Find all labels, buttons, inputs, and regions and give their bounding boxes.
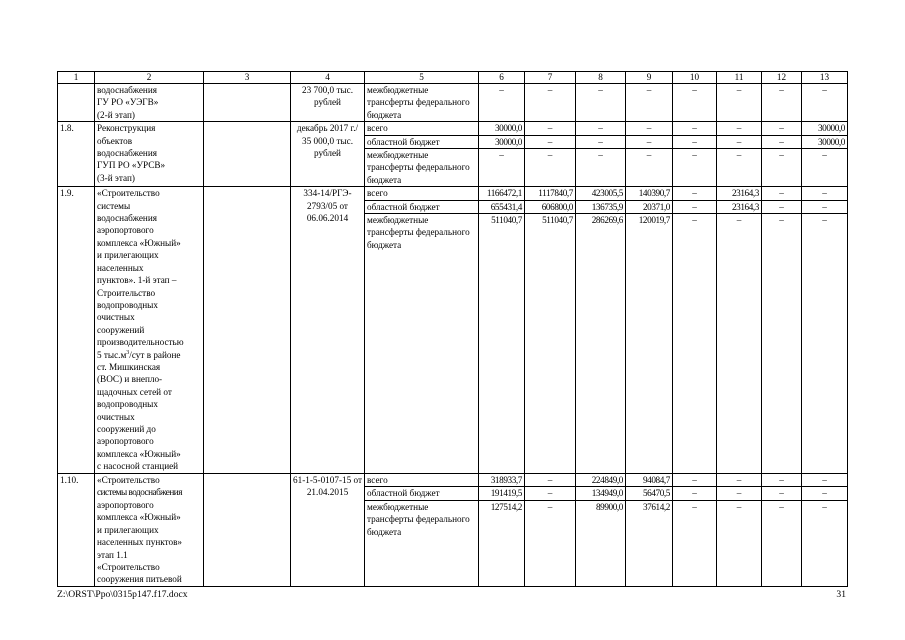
column-header: 7 <box>525 72 576 84</box>
document-ref: 334-14/РГЭ- 2793/05 от 06.06.2014 <box>291 187 365 474</box>
value-cell: – <box>762 84 802 122</box>
item-number <box>58 84 95 122</box>
funding-source: межбюджетные трансферты федерального бюджета <box>365 500 479 586</box>
value-cell: – <box>762 500 802 586</box>
value-cell: – <box>576 149 626 187</box>
value-cell: 30000,0 <box>802 135 848 148</box>
value-cell: – <box>576 122 626 135</box>
column-header: 6 <box>479 72 525 84</box>
column-header: 4 <box>291 72 365 84</box>
column-header: 5 <box>365 72 479 84</box>
value-cell: – <box>762 487 802 500</box>
value-cell: – <box>717 122 762 135</box>
value-cell: – <box>802 187 848 200</box>
table-row <box>58 84 848 122</box>
value-cell: – <box>576 135 626 148</box>
column-header: 8 <box>576 72 626 84</box>
document-ref: 23 700,0 тыс. рублей <box>291 84 365 122</box>
empty-cell <box>204 474 291 587</box>
value-cell: 224849,0 <box>576 474 626 487</box>
value-cell: – <box>525 122 576 135</box>
value-cell: 30000,0 <box>479 122 525 135</box>
funding-source: межбюджетные трансферты федерального бюджета <box>365 149 479 187</box>
value-cell: – <box>717 84 762 122</box>
table-row <box>58 474 848 487</box>
table-row <box>58 187 848 200</box>
document-ref: декабрь 2017 г./ 35 000,0 тыс. рублей <box>291 122 365 187</box>
value-cell: – <box>762 214 802 474</box>
value-cell: – <box>762 149 802 187</box>
value-cell: 191419,5 <box>479 487 525 500</box>
funding-source: областной бюджет <box>365 487 479 500</box>
item-name: Реконструкция объектов водоснабжения ГУП РО «УРСВ» (3-й этап) <box>95 122 204 187</box>
column-header: 9 <box>626 72 673 84</box>
value-cell: 136735,9 <box>576 200 626 213</box>
value-cell: 423005,5 <box>576 187 626 200</box>
column-header: 3 <box>204 72 291 84</box>
page-number: 31 <box>836 589 846 600</box>
value-cell: – <box>673 200 717 213</box>
value-cell: – <box>802 214 848 474</box>
funding-source: межбюджетные трансферты федерального бюджета <box>365 214 479 474</box>
value-cell: – <box>802 500 848 586</box>
value-cell: – <box>717 500 762 586</box>
value-cell: – <box>576 84 626 122</box>
value-cell: 140390,7 <box>626 187 673 200</box>
empty-cell <box>204 187 291 474</box>
value-cell: – <box>717 149 762 187</box>
value-cell: – <box>626 135 673 148</box>
value-cell: 286269,6 <box>576 214 626 474</box>
item-number: 1.9. <box>58 187 95 474</box>
value-cell: – <box>626 84 673 122</box>
column-header: 12 <box>762 72 802 84</box>
value-cell: – <box>802 200 848 213</box>
value-cell: – <box>717 474 762 487</box>
column-header: 11 <box>717 72 762 84</box>
column-number-row <box>58 72 848 84</box>
value-cell: – <box>762 122 802 135</box>
value-cell: 1117840,7 <box>525 187 576 200</box>
value-cell: 94084,7 <box>626 474 673 487</box>
table-row <box>58 122 848 135</box>
value-cell: – <box>673 84 717 122</box>
value-cell: – <box>673 149 717 187</box>
value-cell: – <box>762 474 802 487</box>
funding-source: областной бюджет <box>365 200 479 213</box>
value-cell: – <box>717 214 762 474</box>
value-cell: – <box>673 122 717 135</box>
value-cell: – <box>673 135 717 148</box>
column-header: 1 <box>58 72 95 84</box>
value-cell: 120019,7 <box>626 214 673 474</box>
value-cell: – <box>717 135 762 148</box>
value-cell: – <box>673 187 717 200</box>
value-cell: 30000,0 <box>802 122 848 135</box>
funding-source: межбюджетные трансферты федерального бюджета <box>365 84 479 122</box>
value-cell: – <box>673 474 717 487</box>
column-header: 13 <box>802 72 848 84</box>
value-cell: – <box>525 135 576 148</box>
value-cell: – <box>525 84 576 122</box>
value-cell: 37614,2 <box>626 500 673 586</box>
value-cell: 511040,7 <box>525 214 576 474</box>
value-cell: 655431,4 <box>479 200 525 213</box>
value-cell: 127514,2 <box>479 500 525 586</box>
item-number: 1.8. <box>58 122 95 187</box>
value-cell: – <box>479 84 525 122</box>
value-cell: – <box>525 500 576 586</box>
value-cell: – <box>802 149 848 187</box>
document-ref: 61-1-5-0107-15 от 21.04.2015 <box>291 474 365 587</box>
value-cell: 23164,3 <box>717 200 762 213</box>
value-cell: – <box>525 149 576 187</box>
value-cell: – <box>673 214 717 474</box>
item-name: водоснабжения ГУ РО «УЭГВ» (2-й этап) <box>95 84 204 122</box>
funding-source: всего <box>365 187 479 200</box>
value-cell: – <box>626 122 673 135</box>
value-cell: – <box>762 187 802 200</box>
footer-file-path: Z:\ORST\Ppo\0315p147.f17.docx <box>57 589 188 600</box>
value-cell: – <box>762 200 802 213</box>
value-cell: 89900,0 <box>576 500 626 586</box>
item-number: 1.10. <box>58 474 95 587</box>
value-cell: – <box>673 487 717 500</box>
value-cell: 23164,3 <box>717 187 762 200</box>
column-header: 10 <box>673 72 717 84</box>
value-cell: 511040,7 <box>479 214 525 474</box>
value-cell: 318933,7 <box>479 474 525 487</box>
value-cell: – <box>626 149 673 187</box>
value-cell: 1166472,1 <box>479 187 525 200</box>
item-name: «Строительство системы водоснабжения аэропортового комплекса «Южный» и прилегающих населенных пунктов» этап 1.1 «Строительство сооружения питьевой <box>95 474 204 587</box>
value-cell: – <box>525 487 576 500</box>
value-cell: 30000,0 <box>479 135 525 148</box>
value-cell: 56470,5 <box>626 487 673 500</box>
value-cell: 606800,0 <box>525 200 576 213</box>
value-cell: – <box>673 500 717 586</box>
funding-source: всего <box>365 122 479 135</box>
item-name: «Строительство системы водоснабжения аэропортового комплекса «Южный» и прилегающих населенных пунктов». 1-й этап – Строительство водопроводных очистных сооружений производительностью 5 $тыс.м^3$/сут в районе ст. Мишкинская (ВОС) и внепло- щадочных сетей от водопроводных очистных сооружений до аэропортового комплекса «Южный» с насосной станцией <box>95 187 204 474</box>
value-cell: – <box>802 487 848 500</box>
value-cell: – <box>802 474 848 487</box>
budget-table <box>57 71 848 587</box>
value-cell: 20371,0 <box>626 200 673 213</box>
value-cell: – <box>762 135 802 148</box>
value-cell: – <box>479 149 525 187</box>
value-cell: 134949,0 <box>576 487 626 500</box>
funding-source: всего <box>365 474 479 487</box>
value-cell: – <box>802 84 848 122</box>
value-cell: – <box>717 487 762 500</box>
value-cell: – <box>525 474 576 487</box>
empty-cell <box>204 84 291 122</box>
funding-source: областной бюджет <box>365 135 479 148</box>
column-header: 2 <box>95 72 204 84</box>
empty-cell <box>204 122 291 187</box>
